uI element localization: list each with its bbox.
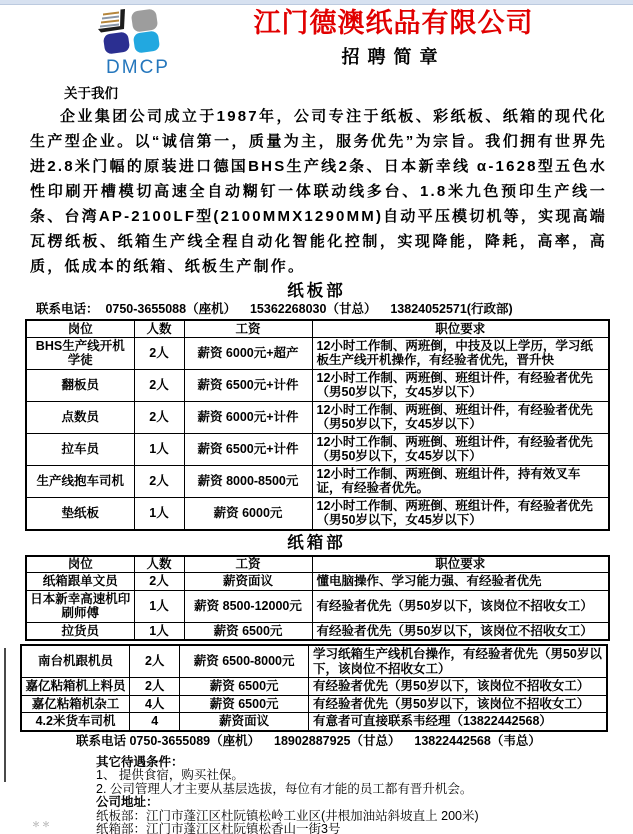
- count-cell: 1人: [134, 622, 184, 640]
- count-cell: 2人: [130, 678, 180, 696]
- requirements-cell: 有经验者优先（男50岁以下，该岗位不招收女工）: [308, 678, 607, 696]
- salary-cell: 薪资 8500-12000元: [184, 590, 312, 622]
- count-cell: 4人: [130, 695, 180, 713]
- table-header-row: [26, 556, 609, 573]
- requirements-cell: 学习纸箱生产线机台操作，有经验者优先（男50岁以下，该岗位不招收女工）: [308, 645, 607, 678]
- company-logo: [92, 8, 184, 79]
- page-subtitle: 招聘简章: [341, 47, 446, 67]
- benefit-item: 2. 公司管理人才主要从基层选拔，每位有才能的员工都有晋升机会。: [96, 781, 473, 796]
- requirements-cell: 12小时工作制、两班倒、班组计件，持有效叉车证，有经验者优先。: [312, 465, 609, 497]
- salary-cell: 薪资 6000元+超产: [184, 337, 312, 369]
- header-count: 人数: [134, 320, 184, 337]
- count-cell: 2人: [134, 573, 184, 591]
- address-heading: 公司地址：: [96, 795, 159, 809]
- table-row: [21, 678, 607, 696]
- requirements-cell: 12小时工作制、两班倒、班组计件，有经验者优先（男50岁以下，女45岁以下）: [312, 497, 609, 530]
- salary-cell: 薪资 6500元: [180, 678, 309, 696]
- salary-cell: 薪资 6500元+计件: [184, 433, 312, 465]
- benefits-heading: 其它待遇条件：: [96, 754, 184, 769]
- salary-cell: 薪资 6000元: [184, 497, 312, 530]
- position-cell: 点数员: [26, 401, 134, 433]
- table-row: [26, 622, 609, 640]
- table-row: [21, 645, 607, 678]
- requirements-cell: 懂电脑操作、学习能力强、有经验者优先: [312, 573, 609, 591]
- requirements-cell: 12小时工作制、两班倒、班组计件，有经验者优先（男50岁以下，女45岁以下）: [312, 433, 609, 465]
- board-dept-table: [25, 319, 610, 531]
- salary-cell: 薪资面议: [184, 573, 312, 591]
- count-cell: 4: [130, 713, 180, 731]
- page-header: [0, 0, 633, 79]
- carton-dept-table-part2: [20, 644, 608, 732]
- about-paragraph: 企业集团公司成立于1987年，公司专注于纸板、彩纸板、纸箱的现代化生产型企业。以“诚信第一，质量为主，服务优先”为宗旨。我们拥有世界先进2.8米门幅的原装进口德国BHS生产线2条、日本新幸线 α-1628型五色水性印刷开槽模切高速全自动糊钉一体联动线多台、1.8米九色预印生产线一条、台湾AP-2100LF型(2100MMX1290MM)自动平压模切机等，实现高端瓦楞纸板、纸箱生产线全程自动化智能化控制，实现降能，降耗，高率，高质，低成本的纸箱、纸板生产制作。: [30, 108, 607, 275]
- position-cell: 生产线抱车司机: [26, 465, 134, 497]
- position-cell: 嘉亿粘箱机上料员: [21, 678, 130, 696]
- salary-cell: 薪资 6000元+计件: [184, 401, 312, 433]
- requirements-cell: 12小时工作制、两班倒，中技及以上学历，学习纸板生产线开机操作，有经验者优先，晋升快: [312, 337, 609, 369]
- footnote-marks: ＊＊: [32, 820, 52, 829]
- position-cell: 拉车员: [26, 433, 134, 465]
- requirements-cell: 12小时工作制、两班倒、班组计件，有经验者优先（男50岁以下，女45岁以下）: [312, 401, 609, 433]
- header-count: 人数: [134, 556, 184, 573]
- header-requirements: 职位要求: [312, 556, 609, 573]
- count-cell: 1人: [134, 590, 184, 622]
- logo-text: DMCP: [106, 57, 170, 78]
- requirements-cell: 有经验者优先（男50岁以下，该岗位不招收女工）: [312, 590, 609, 622]
- board-dept-contact: 联系电话： 0750-3655088（座机） 15362268030（甘总） 13824052571(行政部): [36, 302, 513, 316]
- salary-cell: 薪资 6500-8000元: [180, 645, 309, 678]
- table-row: [26, 497, 609, 530]
- dmcp-logo-icon: [95, 8, 181, 54]
- header-titles: [184, 8, 633, 69]
- logo-square-navy: [103, 31, 131, 54]
- table-row: [26, 433, 609, 465]
- salary-cell: 薪资 6500元+计件: [184, 369, 312, 401]
- position-cell: 嘉亿粘箱机杂工: [21, 695, 130, 713]
- header-salary: 工资: [184, 556, 312, 573]
- position-cell: 拉货员: [26, 622, 134, 640]
- table-row: [26, 401, 609, 433]
- logo-square-cyan: [133, 30, 161, 53]
- salary-cell: 薪资面议: [180, 713, 309, 731]
- count-cell: 2人: [134, 337, 184, 369]
- count-cell: 1人: [134, 433, 184, 465]
- carton-dept-table-part1: [25, 555, 610, 642]
- position-cell: 日本新幸高速机印刷师傅: [26, 590, 134, 622]
- table-row: [26, 369, 609, 401]
- header-requirements: 职位要求: [312, 320, 609, 337]
- page-footer: [96, 756, 633, 834]
- requirements-cell: 有经验者优先（男50岁以下，该岗位不招收女工）: [308, 695, 607, 713]
- window-top-strip: [0, 0, 633, 5]
- requirements-cell: 有经验者优先（男50岁以下，该岗位不招收女工）: [312, 622, 609, 640]
- table-header-row: [26, 320, 609, 337]
- requirements-cell: 12小时工作制、两班倒、班组计件，有经验者优先（男50岁以下，女45岁以下）: [312, 369, 609, 401]
- count-cell: 1人: [134, 497, 184, 530]
- position-cell: 纸箱跟单文员: [26, 573, 134, 591]
- position-cell: 垫纸板: [26, 497, 134, 530]
- company-title: 江门德澳纸品有限公司: [253, 8, 534, 38]
- table-row: [21, 695, 607, 713]
- position-cell: 翻板员: [26, 369, 134, 401]
- salary-cell: 薪资 6500元: [184, 622, 312, 640]
- salary-cell: 薪资 8000-8500元: [184, 465, 312, 497]
- about-heading: 关于我们: [64, 86, 118, 101]
- count-cell: 2人: [130, 645, 180, 678]
- count-cell: 2人: [134, 401, 184, 433]
- position-cell: 南台机跟机员: [21, 645, 130, 678]
- logo-square-gray: [131, 8, 159, 32]
- position-cell: 4.2米货车司机: [21, 713, 130, 731]
- salary-cell: 薪资 6500元: [180, 695, 309, 713]
- page-edge-line: [4, 648, 6, 782]
- header-salary: 工资: [184, 320, 312, 337]
- table-row: [26, 573, 609, 591]
- board-dept-heading: 纸板部: [287, 282, 346, 300]
- address-item: 纸板部：江门市蓬江区杜阮镇松岭工业区(井根加油站斜坡直上 200米): [96, 808, 479, 823]
- table-row: [26, 590, 609, 622]
- table-row: [26, 337, 609, 369]
- papers-icon: [98, 9, 125, 33]
- header-position: 岗位: [26, 556, 134, 573]
- carton-dept-heading: 纸箱部: [287, 533, 346, 552]
- table-row: [26, 465, 609, 497]
- benefit-item: 1、 提供食宿，购买社保。: [96, 768, 244, 782]
- table-row: [21, 713, 607, 731]
- header-position: 岗位: [26, 320, 134, 337]
- address-item: 纸箱部：江门市蓬江区杜阮镇松香山一街3号: [96, 822, 341, 834]
- carton-dept-contact: 联系电话 0750-3655089（座机） 18902887925（甘总） 13822442568（韦总）: [76, 733, 541, 748]
- requirements-cell: 有意者可直接联系韦经理（13822442568）: [308, 713, 607, 731]
- count-cell: 2人: [134, 465, 184, 497]
- position-cell: BHS生产线开机学徒: [26, 337, 134, 369]
- count-cell: 2人: [134, 369, 184, 401]
